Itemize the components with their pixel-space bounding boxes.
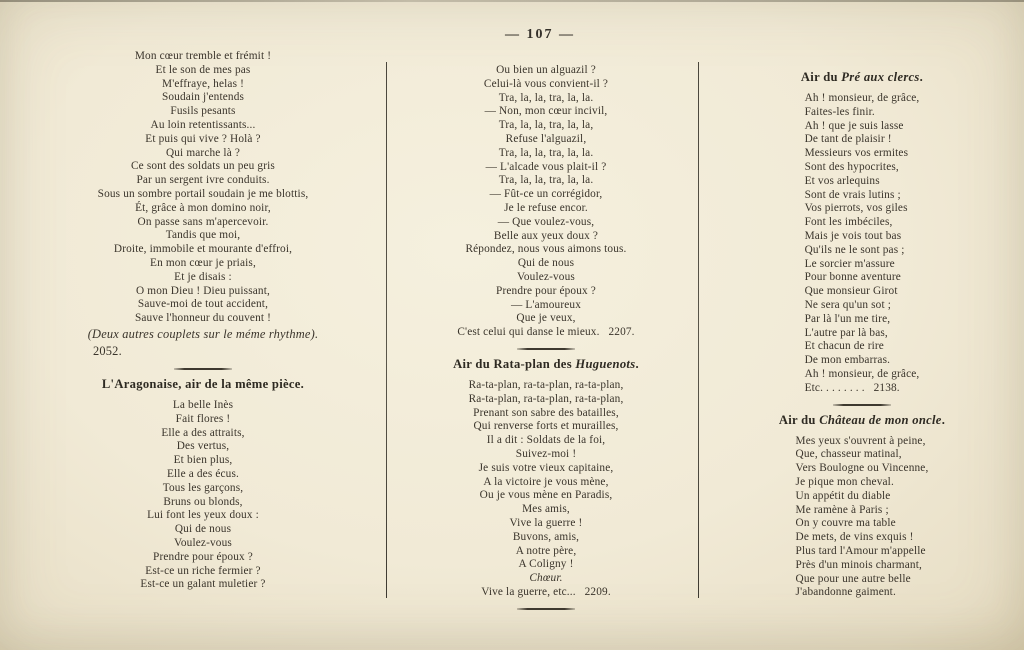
verse-line: Est-ce un riche fermier ? [145,564,261,577]
verse-line: Ét, grâce à mon domino noir, [135,201,271,214]
verse-body [28,50,378,360]
song-title-italic-part: Pré aux clercs [841,70,920,84]
verse-line: Sont de vrais lutins ; [804,188,901,201]
song-title-part: . [635,356,639,371]
verse-line: O mon Dieu ! Dieu puissant, [136,284,270,297]
song-title-part: Air du [778,412,820,427]
song-alguazil-continuation [402,64,690,340]
verse-line: Prenant son sabre des batailles, [473,406,619,419]
verse-line: De mets, de vins exquis ! [795,531,914,544]
verse-line: Elle a des écus. [166,467,240,480]
text-column-right [716,66,1008,600]
verse-line: La belle Inès [172,398,234,411]
verse-line: Me ramène à Paris ; [795,503,889,516]
verse-line: Et vos arlequins [804,174,880,187]
verse-line: Est-ce un galant muletier ? [140,578,266,591]
verse-line: Elle a des attraits, [161,426,245,439]
verse-line: On y couvre ma table [795,517,896,530]
verse-body [716,92,1008,396]
verse-line: On passe sans m'apercevoir. [137,215,269,228]
song-title-part: Air du [800,70,842,84]
song-couvent-continuation [28,50,378,360]
verse-line: Fait flores ! [175,412,231,425]
verse-line: Tous les garçons, [162,481,244,494]
verse-line: J'abandonne gaiment. [795,586,896,599]
page-number: — 107 — [505,27,575,42]
verse-body [716,435,1008,601]
verse-line: A Coligny ! [518,558,574,571]
section-divider [174,368,232,370]
verse-line: Sauve-moi de tout accident, [137,298,269,311]
verse-line: Répondez, nous vous aimons tous. [465,243,627,256]
song-title-italic-part: Huguenots [575,356,636,371]
text-column-center [402,64,690,617]
verse-line: — Non, mon cœur incivil, [484,105,608,118]
verse-line: En mon cœur je priais, [150,256,256,269]
verse-line: De mon embarras. [804,354,891,367]
verse-line: Le sorcier m'assure [804,257,895,270]
verse-line: Ah ! monsieur, de grâce, [804,367,920,380]
section-divider [833,404,891,406]
verse-line: Tra, la, la, tra, la, la, [498,119,594,132]
verse-line: — L'alcade vous plait-il ? [485,160,607,173]
verse-line: — L'amoureux [510,298,582,311]
verse-line: Refuse l'alguazil, [505,132,587,145]
verse-line: Et le son de mes pas [155,63,251,76]
verse-lines-block [805,92,920,396]
verse-line: Vive la guerre, etc... 2209. [481,585,611,598]
verse-line: Près d'un minois charmant, [795,558,922,571]
verse-line: Qui marche là ? [165,146,241,159]
verse-line: Ce sont des soldats un peu gris [131,160,275,173]
verse-line: Je le refuse encor. [504,201,588,214]
song-title [716,413,1008,428]
verse-line: Bruns ou blonds, [163,495,243,508]
verse-line: Vos pierrots, vos giles [804,202,908,215]
verse-line: Lui font les yeux doux : [147,509,259,522]
verse-line: M'effraye, helas ! [162,77,244,90]
verse-line: Mon cœur tremble et frémit ! [134,50,272,62]
verse-line: Font les imbéciles, [804,216,893,229]
verse-line: Faites-les finir. [804,105,875,118]
verse-line: — Fût-ce un corrégidor, [489,188,603,201]
text-column-left [28,50,378,592]
verse-line: Tra, la, la, tra, la, la. [498,91,594,104]
verse-line: Et bien plus, [173,454,233,467]
verse-line: Tandis que moi, [165,229,241,242]
verse-line: Pour bonne aventure [804,271,901,284]
verse-line: 2052. [93,343,122,358]
verse-line: Droite, immobile et mourante d'effroi, [113,243,293,256]
verse-body [402,379,690,600]
verse-line: Chœur. [529,572,563,585]
verse-line: Sont des hypocrites, [804,160,899,173]
verse-line: Tra, la, la, tra, la, la. [498,146,594,159]
verse-line: Et puis qui vive ? Holà ? [145,132,261,145]
song-pre-aux-clercs [716,70,1008,396]
verse-line: Plus tard l'Amour m'appelle [795,544,926,557]
verse-line: Voulez-vous [174,536,232,549]
verse-line: Etc. . . . . . . . 2138. [804,381,900,394]
song-title-part: Air du Rata-plan des [453,356,576,371]
verse-line: Au loin retentissants... [150,118,256,131]
song-title-italic-part: Château de mon oncle [819,412,942,427]
verse-line: Je suis votre vieux capitaine, [478,461,614,474]
verse-line: C'est celui qui danse le mieux. 2207. [457,326,635,339]
verse-line: Que monsieur Girot [804,285,898,298]
verse-line: Qui renverse forts et murailles, [473,420,619,433]
verse-line: Suivez-moi ! [515,447,577,460]
verse-line: Des vertus, [176,440,230,453]
song-chateau-mon-oncle [716,413,1008,601]
song-title-part: L'Aragonaise, air de la même pièce. [101,376,305,391]
verse-line: Qui de nous [517,257,575,270]
verse-line: Celui-là vous convient-il ? [483,77,609,90]
verse-line: Soudain j'entends [161,91,245,104]
verse-line: A la victoire je vous mène, [483,475,609,488]
song-title-part: . [941,412,946,427]
verse-line: Je pique mon cheval. [795,475,894,488]
verse-line: Belle aux yeux doux ? [493,229,599,242]
verse-line: Par là l'un me tire, [804,312,891,325]
verse-line: De tant de plaisir ! [804,133,892,146]
verse-line: L'autre par là bas, [804,326,888,339]
verse-line: Ou bien un alguazil ? [496,64,596,76]
song-title [402,357,690,372]
verse-line: Mes yeux s'ouvrent à peine, [795,434,926,447]
verse-line: Ah ! que je suis lasse [804,119,904,132]
section-divider [517,608,575,610]
verse-line: Messieurs vos ermites [804,147,909,160]
verse-line: Voulez-vous [517,270,575,283]
song-title [28,377,378,392]
verse-line: Sauve l'honneur du couvent ! [134,312,272,325]
verse-body [28,399,378,592]
verse-line: Et je disais : [174,270,232,283]
verse-lines-block [796,435,929,601]
verse-line: (Deux autres couplets sur le méme rhythme). [87,326,319,341]
verse-line: A notre père, [515,544,577,557]
verse-line: Sous un sombre portail soudain je me blottis, [97,187,309,200]
song-title-part: . [919,70,924,84]
verse-line: Mes amis, [522,503,570,516]
verse-line: Buvons, amis, [512,530,580,543]
verse-line: Par un sergent ivre conduits. [136,174,270,187]
song-title [716,70,1008,85]
column-rule-right [698,62,699,598]
column-rule-left [386,62,387,598]
verse-line: Que, chasseur matinal, [795,448,902,461]
verse-body [402,64,690,340]
verse-line: Mais je vois tout bas [804,229,902,242]
verse-line: Un appétit du diable [795,489,891,502]
verse-line: Que je veux, [516,312,576,325]
verse-line: Et chacun de rire [804,340,884,353]
section-divider [517,348,575,350]
verse-line: Vive la guerre ! [509,516,583,529]
verse-line: Prendre pour époux ? [496,284,596,297]
song-rataplan [402,357,690,600]
verse-line: Fusils pesants [170,105,236,118]
verse-line: Tra, la, la, tra, la, la. [498,174,594,187]
verse-line: Que pour une autre belle [795,572,911,585]
verse-line: Ne sera qu'un sot ; [804,298,892,311]
verse-line: Ou je vous mène en Paradis, [479,489,613,502]
verse-line: Vers Boulogne ou Vincenne, [795,462,929,475]
song-aragonaise [28,377,378,592]
verse-line: Ah ! monsieur, de grâce, [804,92,920,104]
verse-line: Ra-ta-plan, ra-ta-plan, ra-ta-plan, [468,392,624,405]
verse-line: — Que voulez-vous, [497,215,595,228]
verse-line: Il a dit : Soldats de la foi, [486,434,606,447]
verse-line: Prendre pour époux ? [153,550,253,563]
verse-line: Qui de nous [174,523,232,536]
verse-line: Qu'ils ne le sont pas ; [804,243,905,256]
verse-line: Ra-ta-plan, ra-ta-plan, ra-ta-plan, [468,378,624,391]
